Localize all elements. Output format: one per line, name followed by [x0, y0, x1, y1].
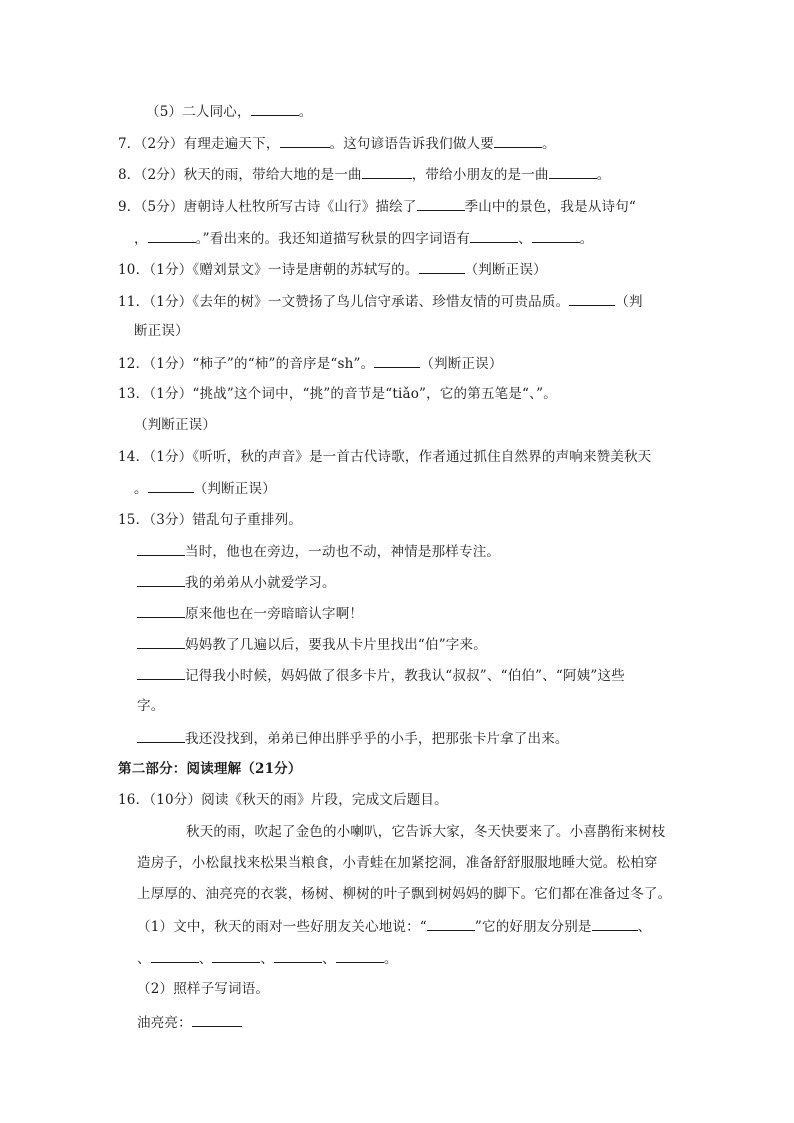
reorder-sentence [137, 728, 569, 749]
answer-blank[interactable] [274, 948, 322, 963]
answer-blank[interactable] [336, 948, 384, 963]
question-text: ”它的好朋友分别是 [474, 919, 592, 935]
sentence-text: 字。 [137, 698, 165, 714]
sentence-text: 妈妈教了几遍以后，要我从卡片里找出“伯”字来。 [185, 637, 487, 653]
question-text: 、 [518, 231, 532, 247]
answer-blank[interactable] [151, 948, 199, 963]
answer-blank[interactable] [137, 572, 185, 587]
answer-blank[interactable] [549, 164, 597, 179]
question-9-cont [134, 228, 593, 249]
question-text: 12．（1分）“柿子”的“柿”的音序是“sh”。 [118, 356, 375, 372]
answer-blank[interactable] [532, 228, 580, 243]
passage-line: 秋天的雨，吹起了金色的小喇叭，它告诉大家，冬天快要来了。小喜鹊衔来树枝 [186, 824, 666, 840]
answer-blank[interactable] [592, 916, 638, 931]
question-text: 8．（2分）秋天的雨，带给大地的是一曲 [118, 167, 362, 183]
question-12 [118, 353, 503, 374]
question-text: 、 [198, 951, 213, 967]
answer-blank[interactable] [137, 541, 185, 556]
answer-blank[interactable] [427, 916, 475, 931]
question-text: 季山中的景色，我是从诗句“ [464, 199, 637, 215]
sentence-text: 原来他也在一旁暗暗认字啊！ [185, 606, 364, 622]
answer-blank[interactable] [192, 1012, 242, 1027]
answer-blank[interactable] [374, 353, 420, 368]
question-text: 、 [637, 919, 652, 935]
sentence-text: 当时，他也在旁边，一动也不动，神情是那样专注。 [185, 544, 501, 560]
subquestion-2-example [137, 1012, 242, 1033]
answer-blank[interactable] [569, 291, 615, 306]
question-11 [118, 291, 643, 312]
answer-blank[interactable] [470, 228, 518, 243]
answer-blank[interactable] [137, 728, 185, 743]
subquestion-1 [137, 916, 651, 937]
answer-blank[interactable] [137, 603, 185, 618]
passage-line: 造房子，小松鼠找来松果当粮食，小青蛙在加紧挖洞，准备舒舒服服地睡大觉。松柏穿 [137, 855, 658, 871]
reorder-sentence [137, 634, 487, 655]
question-7 [118, 133, 556, 154]
question-text: （判断正误） [420, 356, 503, 372]
answer-blank[interactable] [148, 478, 194, 493]
reorder-sentence [137, 572, 336, 593]
answer-blank[interactable] [362, 164, 412, 179]
answer-blank[interactable] [137, 634, 185, 649]
question-text: （判断正误） [464, 262, 547, 278]
question-text: 、 [322, 951, 336, 967]
sentence-text: 我还没找到，弟弟已伸出胖乎乎的小手，把那张卡片拿了出来。 [185, 731, 569, 747]
question-13-cont: （判断正误） [134, 417, 217, 433]
answer-blank[interactable] [251, 101, 299, 116]
answer-blank[interactable] [137, 665, 185, 680]
subquestion-1-cont [137, 948, 398, 969]
question-text: 9．（5分）唐朝诗人杜牧所写古诗《山行》描绘了 [118, 199, 417, 215]
question-text: 。 [579, 231, 594, 247]
sentence-text: 记得我小时候，妈妈做了很多卡片，教我认“叔叔”、“伯伯”、“阿姨”这些 [185, 668, 625, 684]
answer-blank[interactable] [280, 133, 330, 148]
question-text: （判 [615, 294, 643, 310]
answer-blank[interactable] [494, 133, 542, 148]
question-15: 15．（3分）错乱句子重排列。 [118, 512, 303, 528]
question-text: 油亮亮： [137, 1015, 192, 1031]
answer-blank[interactable] [212, 948, 260, 963]
answer-blank[interactable] [417, 196, 465, 211]
question-9 [118, 196, 636, 217]
answer-blank[interactable] [148, 228, 196, 243]
sentence-text: 我的弟弟从小就爱学习。 [185, 575, 336, 591]
question-13: 13．（1分）“挑战”这个词中，“挑”的音节是“tiǎo”，它的第五笔是“、”。 [118, 386, 557, 402]
question-10 [118, 259, 547, 280]
question-14: 14．（1分）《听听，秋的声音》是一首古代诗歌，作者通过抓住自然界的声响来赞美秋天 [118, 449, 652, 465]
question-text: 、 [260, 951, 275, 967]
answer-blank[interactable] [419, 259, 465, 274]
section-heading: 第二部分：阅读理解（21分） [118, 761, 302, 777]
question-text: 。 [298, 104, 313, 120]
question-text: 。这句谚语告诉我们做人要 [329, 136, 494, 152]
question-16: 16．（10分）阅读《秋天的雨》片段，完成文后题目。 [118, 792, 448, 808]
question-text: 。 [383, 951, 398, 967]
passage-line: 上厚厚的、油亮亮的衣裳，杨树、柳树的叶子飘到树妈妈的脚下。它们都在准备过冬了。 [137, 886, 672, 902]
question-6-5 [146, 101, 312, 122]
question-text: 。”看出来的。我还知道描写秋景的四字词语有 [195, 231, 471, 247]
question-text: 。 [134, 481, 148, 497]
reorder-sentence [137, 603, 363, 624]
question-text: ，带给小朋友的是一曲 [411, 167, 549, 183]
subquestion-2: （2）照样子写词语。 [137, 981, 270, 997]
question-11-cont: 断正误） [134, 323, 189, 339]
question-text: 11．（1分）《去年的树》一文赞扬了鸟儿信守承诺、珍惜友情的可贵品质。 [118, 294, 570, 310]
question-text: （5）二人同心， [146, 104, 251, 120]
question-text: 7．（2分）有理走遍天下， [118, 136, 280, 152]
question-text: 、 [137, 951, 151, 967]
reorder-sentence [137, 665, 625, 686]
question-14-cont [134, 478, 276, 499]
question-text: 10．（1分）《赠刘景文》一诗是唐朝的苏轼写的。 [118, 262, 419, 278]
reorder-sentence [137, 541, 500, 562]
question-text: （判断正误） [193, 481, 276, 497]
question-text: ， [134, 231, 148, 247]
question-text: 。 [596, 167, 611, 183]
question-text: 。 [541, 136, 556, 152]
question-8 [118, 164, 610, 185]
question-text: （1）文中，秋天的雨对一些好朋友关心地说：“ [137, 919, 427, 935]
